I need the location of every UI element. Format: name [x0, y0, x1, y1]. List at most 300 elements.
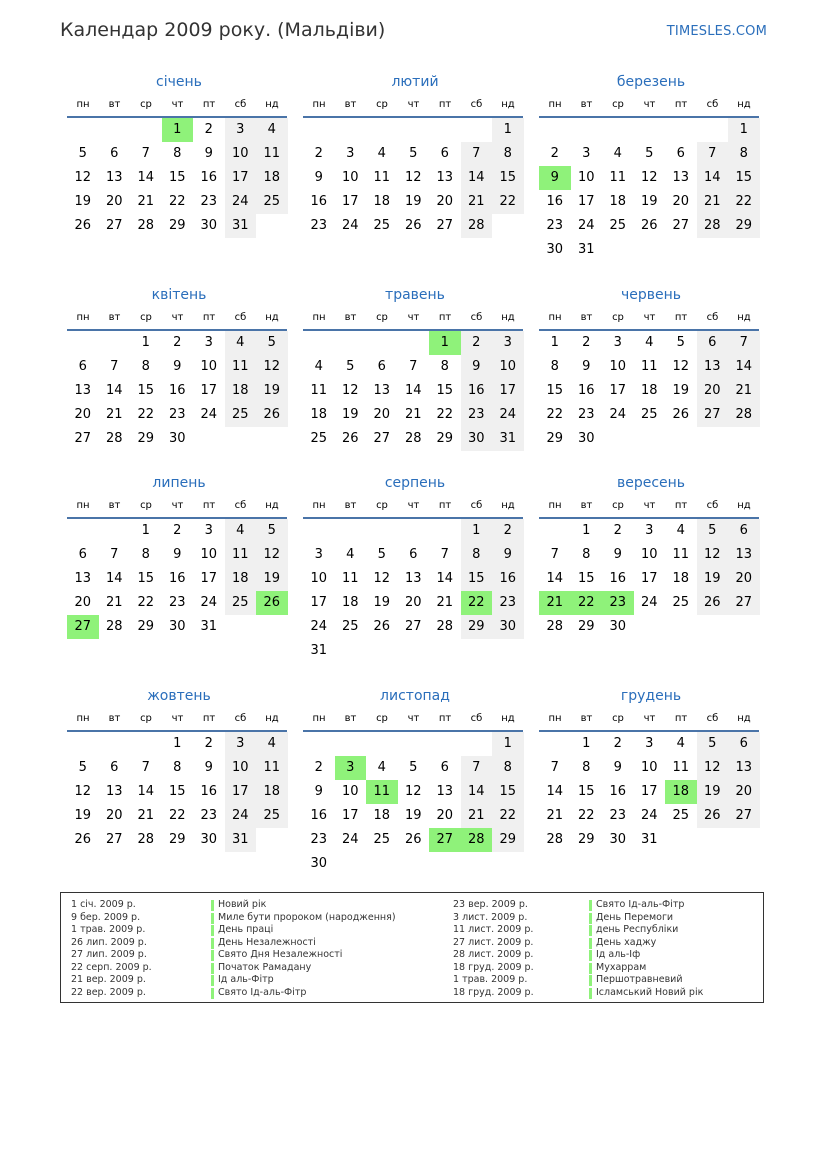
calendar-day: 22 — [546, 407, 564, 422]
holiday-date: 18 груд. 2009 р. — [453, 986, 534, 998]
calendar-day: 7 — [550, 547, 559, 562]
calendar-day: 5 — [697, 732, 729, 756]
calendar-day: 31 — [310, 643, 328, 658]
weekday-label: вт — [108, 713, 121, 724]
calendar-day: 27 — [105, 832, 123, 847]
calendar-day: 26 — [373, 619, 391, 634]
calendar-day: 30 — [310, 856, 328, 871]
calendar-day: 21 — [105, 407, 123, 422]
calendar-day: 10 — [225, 142, 257, 166]
calendar-day: 14 — [137, 170, 155, 185]
calendar-day: 5 — [645, 146, 654, 161]
calendar-day: 11 — [256, 756, 288, 780]
calendar-day: 10 — [225, 756, 257, 780]
calendar-day: 15 — [461, 567, 493, 591]
calendar-day: 17 — [577, 194, 595, 209]
weekday-label: вт — [580, 312, 593, 323]
calendar-day: 9 — [173, 359, 182, 374]
weekday-label: пн — [312, 312, 326, 323]
weekday-label: ср — [140, 312, 152, 323]
calendar-day: 17 — [200, 383, 218, 398]
calendar-day: 17 — [310, 595, 328, 610]
calendar-day: 5 — [697, 519, 729, 543]
weekday-label: сб — [234, 312, 247, 323]
calendar-day: 2 — [582, 335, 591, 350]
holiday-day: 23 — [602, 591, 634, 615]
calendar-day: 15 — [728, 166, 760, 190]
holiday-dates-right — [453, 899, 534, 999]
calendar-day: 7 — [461, 142, 493, 166]
calendar-day: 30 — [461, 427, 493, 451]
page-title: Календар 2009 року. (Мальдіви) — [60, 19, 386, 41]
calendar-day: 4 — [377, 146, 386, 161]
calendar-day: 8 — [492, 142, 524, 166]
weekday-label: пн — [312, 500, 326, 511]
calendar-day: 13 — [74, 571, 92, 586]
calendar-day: 16 — [310, 808, 328, 823]
calendar-day: 29 — [546, 431, 564, 446]
calendar-day: 19 — [697, 780, 729, 804]
weekday-label: нд — [501, 312, 515, 323]
calendar-day: 18 — [640, 383, 658, 398]
calendar-day: 8 — [141, 547, 150, 562]
calendar-day: 19 — [672, 383, 690, 398]
calendar-day: 22 — [492, 190, 524, 214]
calendar-day: 7 — [141, 760, 150, 775]
calendar-day: 4 — [225, 519, 257, 543]
holiday-dates-left — [71, 899, 152, 999]
calendar-day: 12 — [404, 784, 422, 799]
weekday-label: пн — [312, 99, 326, 110]
weekday-label: пт — [674, 713, 688, 724]
calendar-day: 1 — [492, 732, 524, 756]
weekday-label: вт — [108, 99, 121, 110]
calendar-day: 19 — [256, 567, 288, 591]
calendar-day: 2 — [613, 736, 622, 751]
calendar-day: 15 — [436, 383, 454, 398]
calendar-day: 28 — [404, 431, 422, 446]
calendar-day: 3 — [645, 736, 654, 751]
calendar-day: 3 — [346, 146, 355, 161]
calendar-day: 21 — [436, 595, 454, 610]
weekday-label: сб — [470, 312, 483, 323]
calendar-day: 8 — [728, 142, 760, 166]
calendar-day: 6 — [377, 359, 386, 374]
calendar-day: 26 — [697, 804, 729, 828]
weekday-label: пт — [438, 312, 452, 323]
calendar-day: 28 — [105, 619, 123, 634]
calendar-day: 3 — [204, 523, 213, 538]
calendar-day: 28 — [137, 218, 155, 233]
month-divider — [303, 730, 523, 732]
calendar-day: 16 — [461, 379, 493, 403]
calendar-day: 27 — [728, 804, 760, 828]
holiday-date: 1 січ. 2009 р. — [71, 899, 136, 910]
calendar-day: 30 — [546, 242, 564, 257]
calendar-day: 16 — [200, 784, 218, 799]
holiday-name: Першотравневий — [596, 974, 703, 987]
calendar-day: 10 — [200, 359, 218, 374]
calendar-day: 1 — [582, 736, 591, 751]
weekday-label: ср — [612, 99, 624, 110]
calendar-day: 7 — [728, 331, 760, 355]
month-name: січень — [156, 74, 202, 90]
month-divider — [303, 116, 523, 118]
calendar-day: 16 — [492, 567, 524, 591]
weekday-label: пт — [674, 500, 688, 511]
holiday-day: 22 — [571, 591, 603, 615]
calendar-day: 7 — [697, 142, 729, 166]
calendar-day: 11 — [672, 760, 690, 775]
weekday-label: сб — [234, 500, 247, 511]
holiday-date: 28 лист. 2009 р. — [453, 949, 534, 960]
calendar-day: 19 — [74, 194, 92, 209]
calendar-day: 29 — [168, 832, 186, 847]
calendar-day: 22 — [436, 407, 454, 422]
calendar-day: 10 — [310, 571, 328, 586]
calendar-day: 5 — [256, 519, 288, 543]
calendar-day: 24 — [225, 804, 257, 828]
calendar-day: 23 — [168, 595, 186, 610]
calendar-day: 15 — [492, 780, 524, 804]
holiday-name: Мухаррам — [596, 962, 703, 975]
calendar-day: 29 — [728, 214, 760, 238]
calendar-day: 14 — [404, 383, 422, 398]
weekday-label: чт — [407, 99, 420, 110]
calendar-day: 21 — [137, 808, 155, 823]
holiday-day: 27 — [67, 615, 99, 639]
weekday-label: вт — [344, 312, 357, 323]
calendar-day: 20 — [436, 194, 454, 209]
calendar-day: 22 — [168, 808, 186, 823]
holiday-day: 21 — [539, 591, 571, 615]
weekday-label: сб — [470, 713, 483, 724]
calendar-day: 15 — [137, 383, 155, 398]
calendar-day: 6 — [78, 547, 87, 562]
holiday-day: 26 — [256, 591, 288, 615]
weekday-label: чт — [171, 99, 184, 110]
holiday-name: День хаджу — [596, 937, 703, 950]
calendar-day: 24 — [225, 190, 257, 214]
weekday-label: пн — [76, 500, 90, 511]
calendar-day: 15 — [577, 784, 595, 799]
calendar-day: 10 — [492, 355, 524, 379]
calendar-day: 21 — [697, 190, 729, 214]
weekday-label: пн — [548, 713, 562, 724]
calendar-day: 19 — [373, 595, 391, 610]
calendar-day: 10 — [640, 547, 658, 562]
month-name: червень — [620, 287, 682, 303]
calendar-day: 18 — [609, 194, 627, 209]
brand-link[interactable]: TIMESLES.COM — [666, 24, 767, 39]
holiday-list — [60, 892, 764, 1003]
weekday-label: ср — [376, 713, 388, 724]
calendar-day: 10 — [577, 170, 595, 185]
calendar-day: 1 — [728, 118, 760, 142]
calendar-day: 8 — [173, 760, 182, 775]
calendar-day: 24 — [640, 595, 658, 610]
calendar-day: 26 — [672, 407, 690, 422]
calendar-day: 11 — [225, 543, 257, 567]
calendar-day: 22 — [577, 808, 595, 823]
holiday-date: 18 груд. 2009 р. — [453, 961, 534, 973]
calendar-day: 4 — [377, 760, 386, 775]
calendar-day: 23 — [310, 218, 328, 233]
calendar-day: 14 — [728, 355, 760, 379]
calendar-day: 19 — [404, 194, 422, 209]
calendar-day: 16 — [546, 194, 564, 209]
calendar-day: 12 — [74, 784, 92, 799]
calendar-day: 2 — [204, 736, 213, 751]
calendar-day: 13 — [436, 170, 454, 185]
calendar-day: 31 — [492, 427, 524, 451]
calendar-day: 28 — [697, 214, 729, 238]
calendar-day: 18 — [225, 567, 257, 591]
holiday-name: Початок Рамадану — [218, 962, 396, 975]
calendar-day: 2 — [173, 523, 182, 538]
calendar-day: 19 — [640, 194, 658, 209]
calendar-day: 9 — [613, 760, 622, 775]
weekday-label: сб — [470, 500, 483, 511]
calendar-day: 26 — [640, 218, 658, 233]
month-name: квітень — [151, 287, 207, 303]
calendar-day: 22 — [137, 595, 155, 610]
calendar-day: 4 — [346, 547, 355, 562]
calendar-day: 14 — [436, 571, 454, 586]
calendar-day: 9 — [173, 547, 182, 562]
weekday-label: чт — [643, 713, 656, 724]
weekday-label: пн — [548, 312, 562, 323]
calendar-day: 31 — [640, 832, 658, 847]
weekday-label: нд — [501, 500, 515, 511]
month-name: вересень — [616, 475, 686, 491]
calendar-day: 14 — [461, 780, 493, 804]
calendar-day: 29 — [137, 431, 155, 446]
calendar-day: 23 — [310, 832, 328, 847]
weekday-label: пн — [312, 713, 326, 724]
calendar-day: 3 — [204, 335, 213, 350]
calendar-day: 12 — [640, 170, 658, 185]
calendar-day: 14 — [697, 166, 729, 190]
weekday-label: нд — [737, 500, 751, 511]
calendar-day: 13 — [436, 784, 454, 799]
calendar-day: 2 — [314, 760, 323, 775]
weekday-label: нд — [737, 312, 751, 323]
calendar-day: 25 — [672, 808, 690, 823]
calendar-day: 19 — [74, 808, 92, 823]
calendar-day: 11 — [341, 571, 359, 586]
calendar-day: 10 — [341, 170, 359, 185]
calendar-day: 14 — [546, 784, 564, 799]
calendar-day: 13 — [697, 355, 729, 379]
calendar-day: 6 — [676, 146, 685, 161]
calendar-day: 13 — [74, 383, 92, 398]
weekday-label: пн — [548, 500, 562, 511]
calendar-day: 28 — [546, 832, 564, 847]
weekday-label: пт — [674, 312, 688, 323]
weekday-label: чт — [643, 500, 656, 511]
calendar-day: 16 — [168, 383, 186, 398]
weekday-label: пт — [438, 99, 452, 110]
holiday-date: 27 лист. 2009 р. — [453, 936, 534, 948]
weekday-label: ср — [376, 99, 388, 110]
weekday-label: вт — [580, 99, 593, 110]
holiday-date: 23 вер. 2009 р. — [453, 899, 528, 910]
calendar-day: 12 — [672, 359, 690, 374]
calendar-day: 6 — [728, 519, 760, 543]
calendar-day: 13 — [373, 383, 391, 398]
calendar-day: 18 — [310, 407, 328, 422]
calendar-day: 3 — [492, 331, 524, 355]
calendar-day: 13 — [728, 756, 760, 780]
calendar-day: 29 — [436, 431, 454, 446]
calendar-day: 25 — [225, 403, 257, 427]
calendar-day: 27 — [373, 431, 391, 446]
holiday-date: 27 лип. 2009 р. — [71, 949, 147, 960]
weekday-label: ср — [376, 500, 388, 511]
calendar-day: 8 — [173, 146, 182, 161]
calendar-day: 16 — [609, 784, 627, 799]
calendar-day: 2 — [613, 523, 622, 538]
calendar-day: 12 — [373, 571, 391, 586]
weekday-label: вт — [108, 312, 121, 323]
calendar-day: 1 — [141, 523, 150, 538]
calendar-day: 12 — [74, 170, 92, 185]
holiday-names-left — [211, 899, 396, 999]
calendar-day: 25 — [341, 619, 359, 634]
weekday-label: пт — [202, 713, 216, 724]
calendar-day: 11 — [672, 547, 690, 562]
holiday-day: 9 — [539, 166, 571, 190]
calendar-day: 14 — [546, 571, 564, 586]
weekday-label: сб — [706, 500, 719, 511]
calendar-day: 14 — [105, 383, 123, 398]
weekday-label: чт — [171, 500, 184, 511]
calendar-day: 25 — [609, 218, 627, 233]
calendar-day: 12 — [404, 170, 422, 185]
calendar-day: 22 — [168, 194, 186, 209]
calendar-day: 25 — [225, 591, 257, 615]
calendar-day: 27 — [728, 591, 760, 615]
month-name: грудень — [620, 688, 682, 704]
calendar-day: 14 — [461, 166, 493, 190]
calendar-day: 25 — [373, 218, 391, 233]
weekday-label: вт — [580, 500, 593, 511]
calendar-day: 9 — [492, 543, 524, 567]
calendar-day: 21 — [728, 379, 760, 403]
calendar-day: 14 — [105, 571, 123, 586]
calendar-day: 20 — [404, 595, 422, 610]
calendar-day: 27 — [74, 431, 92, 446]
calendar-day: 31 — [200, 619, 218, 634]
calendar-day: 25 — [640, 407, 658, 422]
weekday-label: пт — [202, 500, 216, 511]
holiday-name: День Перемоги — [596, 912, 703, 925]
calendar-day: 25 — [310, 431, 328, 446]
calendar-day: 17 — [225, 780, 257, 804]
calendar-day: 30 — [168, 619, 186, 634]
calendar-day: 2 — [492, 519, 524, 543]
holiday-day: 11 — [366, 780, 398, 804]
calendar-day: 12 — [697, 543, 729, 567]
calendar-day: 12 — [697, 756, 729, 780]
calendar-day: 26 — [697, 591, 729, 615]
calendar-day: 6 — [78, 359, 87, 374]
weekday-label: нд — [265, 713, 279, 724]
calendar-day: 27 — [105, 218, 123, 233]
calendar-day: 31 — [225, 214, 257, 238]
holiday-date: 1 трав. 2009 р. — [453, 974, 528, 985]
calendar-day: 4 — [645, 335, 654, 350]
calendar-day: 20 — [74, 407, 92, 422]
calendar-day: 23 — [609, 808, 627, 823]
calendar-day: 12 — [256, 355, 288, 379]
holiday-day: 28 — [461, 828, 493, 852]
calendar-day: 10 — [609, 359, 627, 374]
calendar-day: 27 — [436, 218, 454, 233]
calendar-day: 3 — [225, 118, 257, 142]
calendar-day: 8 — [440, 359, 449, 374]
calendar-day: 30 — [200, 218, 218, 233]
holiday-name: Миле бути пророком (народження) — [218, 911, 396, 923]
calendar-day: 23 — [492, 591, 524, 615]
holiday-name: Ісламський Новий рік — [596, 986, 704, 998]
weekday-label: чт — [171, 312, 184, 323]
calendar-day: 17 — [225, 166, 257, 190]
calendar-day: 10 — [341, 784, 359, 799]
holiday-day: 22 — [461, 591, 493, 615]
weekday-label: чт — [407, 500, 420, 511]
calendar-day: 10 — [200, 547, 218, 562]
month-name: лютий — [391, 74, 439, 90]
weekday-label: ср — [140, 500, 152, 511]
calendar-day: 6 — [110, 146, 119, 161]
calendar-day: 16 — [310, 194, 328, 209]
holiday-day: 18 — [665, 780, 697, 804]
calendar-day: 25 — [672, 595, 690, 610]
weekday-label: пн — [76, 312, 90, 323]
calendar-day: 7 — [409, 359, 418, 374]
calendar-day: 20 — [436, 808, 454, 823]
calendar-day: 29 — [168, 218, 186, 233]
calendar-day: 2 — [314, 146, 323, 161]
calendar-day: 5 — [78, 760, 87, 775]
calendar-day: 26 — [404, 218, 422, 233]
calendar-day: 4 — [256, 118, 288, 142]
calendar-day: 27 — [697, 403, 729, 427]
calendar-day: 1 — [492, 118, 524, 142]
calendar-day: 30 — [200, 832, 218, 847]
calendar-day: 16 — [168, 571, 186, 586]
calendar-day: 19 — [697, 567, 729, 591]
calendar-day: 23 — [168, 407, 186, 422]
calendar-day: 18 — [256, 780, 288, 804]
month-name: серпень — [384, 475, 446, 491]
month-divider — [539, 116, 759, 118]
weekday-label: пн — [76, 713, 90, 724]
weekday-label: чт — [407, 312, 420, 323]
calendar-day: 9 — [314, 784, 323, 799]
calendar-day: 8 — [550, 359, 559, 374]
calendar-day: 26 — [256, 403, 288, 427]
weekday-label: нд — [737, 99, 751, 110]
calendar-day: 15 — [546, 383, 564, 398]
calendar-day: 4 — [613, 146, 622, 161]
weekday-label: пт — [202, 99, 216, 110]
calendar-day: 29 — [577, 619, 595, 634]
holiday-day: 3 — [335, 756, 367, 780]
weekday-label: чт — [171, 713, 184, 724]
